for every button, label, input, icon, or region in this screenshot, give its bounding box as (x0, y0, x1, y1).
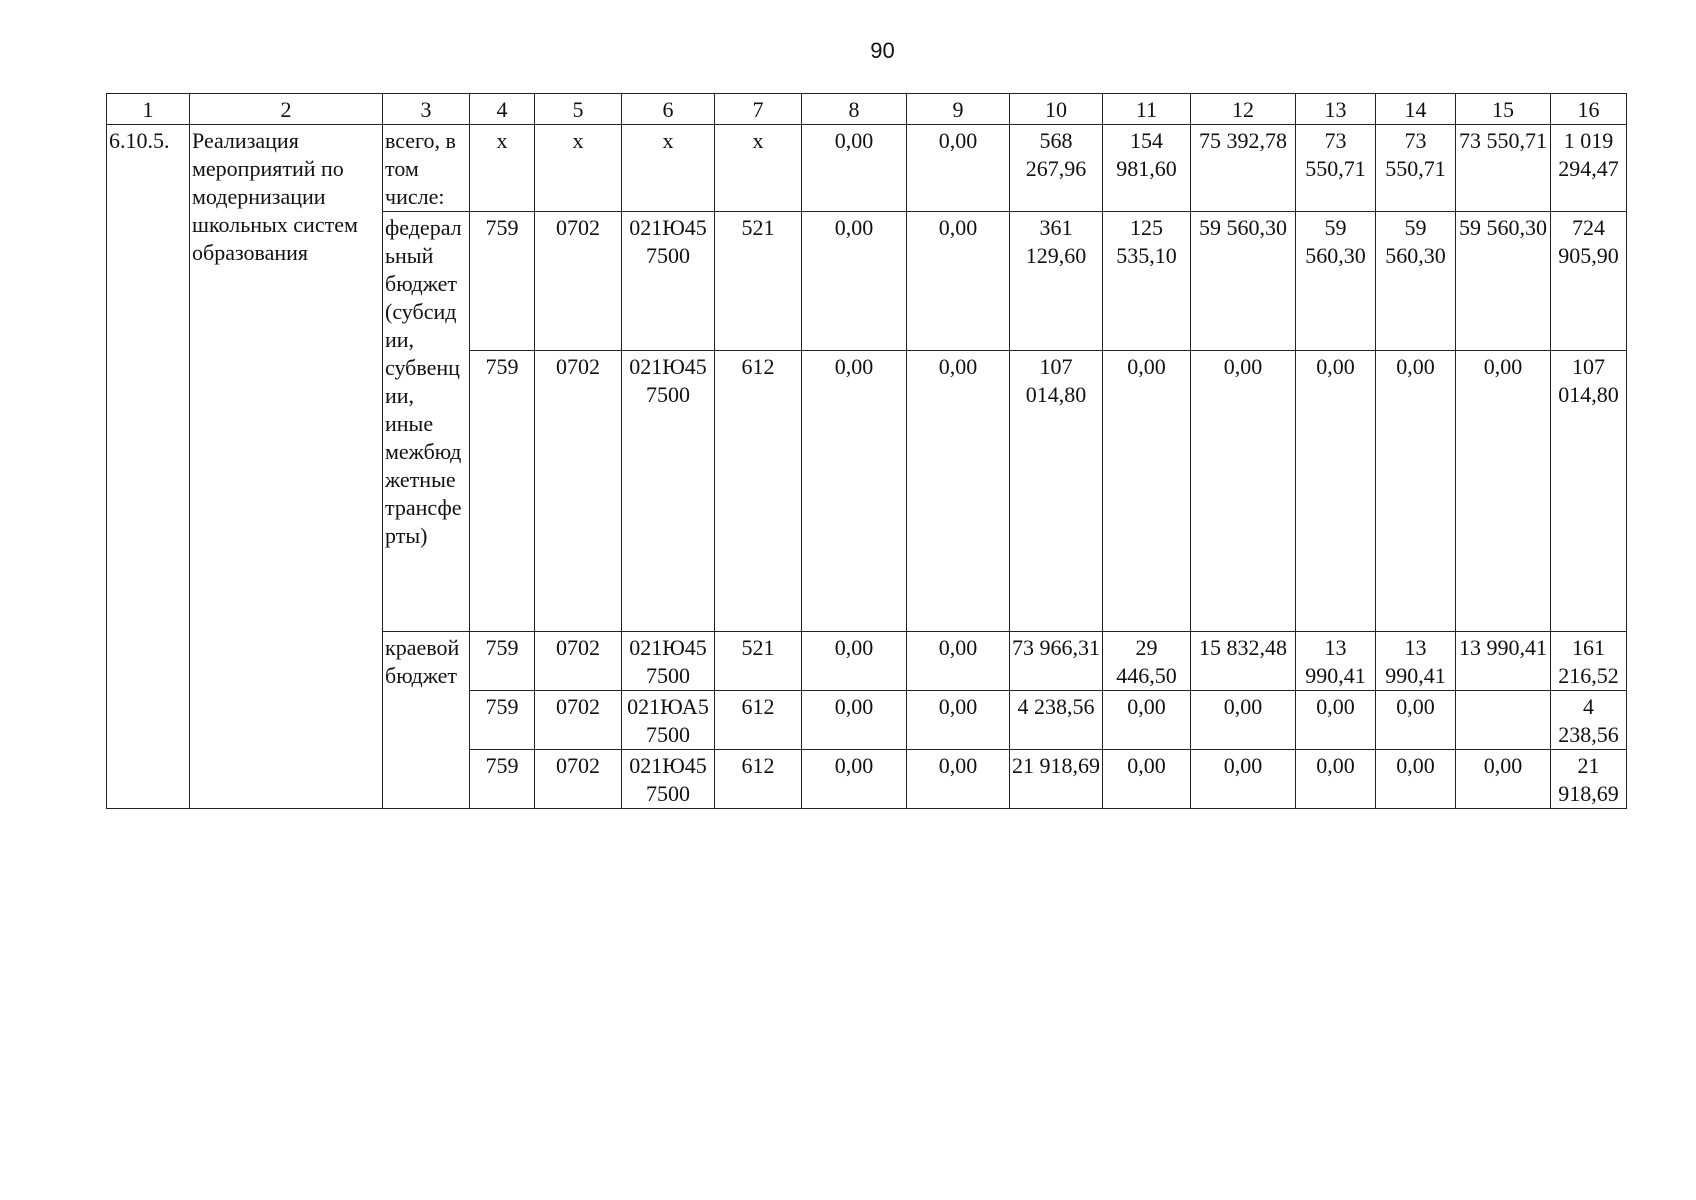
cell-col11: 0,00 (1103, 351, 1191, 632)
cell-col13: 59 560,30 (1296, 212, 1376, 351)
cell-col9: 0,00 (907, 691, 1010, 750)
header-cell: 14 (1376, 94, 1456, 125)
cell-col15 (1456, 691, 1551, 750)
header-cell: 3 (383, 94, 470, 125)
cell-col4: 759 (470, 632, 535, 691)
header-cell: 10 (1010, 94, 1103, 125)
cell-col15: 73 550,71 (1456, 125, 1551, 212)
header-cell: 1 (107, 94, 190, 125)
cell-col9: 0,00 (907, 125, 1010, 212)
cell-col14: 0,00 (1376, 691, 1456, 750)
cell-col7: 612 (715, 351, 802, 632)
cell-col13: 73 550,71 (1296, 125, 1376, 212)
item-number: 6.10.5. (107, 125, 190, 809)
cell-col11: 154 981,60 (1103, 125, 1191, 212)
header-cell: 12 (1191, 94, 1296, 125)
cell-col6: 021Ю457500 (622, 750, 715, 809)
cell-col12: 0,00 (1191, 750, 1296, 809)
cell-col12: 15 832,48 (1191, 632, 1296, 691)
cell-col11: 29 446,50 (1103, 632, 1191, 691)
cell-col10: 73 966,31 (1010, 632, 1103, 691)
cell-col13: 0,00 (1296, 351, 1376, 632)
header-cell: 9 (907, 94, 1010, 125)
cell-col4: 759 (470, 212, 535, 351)
cell-col8: 0,00 (802, 632, 907, 691)
cell-col14: 0,00 (1376, 750, 1456, 809)
header-row (107, 94, 1627, 125)
cell-col5: 0702 (535, 691, 622, 750)
cell-col7: х (715, 125, 802, 212)
page-number: 90 (870, 38, 895, 63)
cell-col4: 759 (470, 691, 535, 750)
cell-col5: 0702 (535, 212, 622, 351)
cell-col6: 021Ю457500 (622, 351, 715, 632)
cell-col5: 0702 (535, 632, 622, 691)
cell-col13: 0,00 (1296, 691, 1376, 750)
cell-col5: 0702 (535, 750, 622, 809)
header-cell: 11 (1103, 94, 1191, 125)
cell-col5: 0702 (535, 351, 622, 632)
cell-col14: 73 550,71 (1376, 125, 1456, 212)
cell-col12: 0,00 (1191, 691, 1296, 750)
cell-col16: 161 216,52 (1551, 632, 1627, 691)
cell-col16: 21 918,69 (1551, 750, 1627, 809)
item-name: Реализация мероприятий по модернизации школьных систем образования (190, 125, 383, 809)
cell-col10: 361 129,60 (1010, 212, 1103, 351)
source-total: всего, в том числе: (383, 125, 470, 212)
cell-col7: 521 (715, 212, 802, 351)
header-cell: 16 (1551, 94, 1627, 125)
cell-col14: 13 990,41 (1376, 632, 1456, 691)
cell-col12: 75 392,78 (1191, 125, 1296, 212)
cell-col8: 0,00 (802, 212, 907, 351)
cell-col11: 0,00 (1103, 750, 1191, 809)
cell-col10: 21 918,69 (1010, 750, 1103, 809)
cell-col9: 0,00 (907, 212, 1010, 351)
cell-col16: 724 905,90 (1551, 212, 1627, 351)
cell-col12: 0,00 (1191, 351, 1296, 632)
cell-col6: 021ЮА57500 (622, 691, 715, 750)
table-row (107, 125, 1627, 212)
cell-col6: 021Ю457500 (622, 632, 715, 691)
cell-col15: 59 560,30 (1456, 212, 1551, 351)
header-cell: 4 (470, 94, 535, 125)
cell-col7: 612 (715, 750, 802, 809)
cell-col14: 59 560,30 (1376, 212, 1456, 351)
cell-col11: 125 535,10 (1103, 212, 1191, 351)
cell-col10: 568 267,96 (1010, 125, 1103, 212)
cell-col15: 0,00 (1456, 750, 1551, 809)
cell-col16: 1 019 294,47 (1551, 125, 1627, 212)
cell-col15: 0,00 (1456, 351, 1551, 632)
header-cell: 7 (715, 94, 802, 125)
cell-col8: 0,00 (802, 125, 907, 212)
cell-col13: 0,00 (1296, 750, 1376, 809)
cell-col9: 0,00 (907, 750, 1010, 809)
cell-col10: 4 238,56 (1010, 691, 1103, 750)
cell-col7: 521 (715, 632, 802, 691)
header-cell: 2 (190, 94, 383, 125)
cell-col12: 59 560,30 (1191, 212, 1296, 351)
cell-col4: х (470, 125, 535, 212)
cell-col16: 4 238,56 (1551, 691, 1627, 750)
cell-col15: 13 990,41 (1456, 632, 1551, 691)
cell-col11: 0,00 (1103, 691, 1191, 750)
cell-col13: 13 990,41 (1296, 632, 1376, 691)
source-federal: федеральный бюджет (субсидии, субвенции, иные межбюджетные трансферты) (383, 212, 470, 632)
cell-col6: 021Ю457500 (622, 212, 715, 351)
source-regional: краевой бюджет (383, 632, 470, 809)
budget-table (106, 93, 1627, 809)
cell-col4: 759 (470, 750, 535, 809)
header-cell: 5 (535, 94, 622, 125)
cell-col8: 0,00 (802, 351, 907, 632)
header-cell: 6 (622, 94, 715, 125)
cell-col8: 0,00 (802, 691, 907, 750)
cell-col14: 0,00 (1376, 351, 1456, 632)
cell-col10: 107 014,80 (1010, 351, 1103, 632)
cell-col7: 612 (715, 691, 802, 750)
cell-col6: х (622, 125, 715, 212)
cell-col5: х (535, 125, 622, 212)
cell-col4: 759 (470, 351, 535, 632)
cell-col9: 0,00 (907, 351, 1010, 632)
cell-col9: 0,00 (907, 632, 1010, 691)
header-cell: 13 (1296, 94, 1376, 125)
cell-col8: 0,00 (802, 750, 907, 809)
cell-col16: 107 014,80 (1551, 351, 1627, 632)
header-cell: 15 (1456, 94, 1551, 125)
header-cell: 8 (802, 94, 907, 125)
